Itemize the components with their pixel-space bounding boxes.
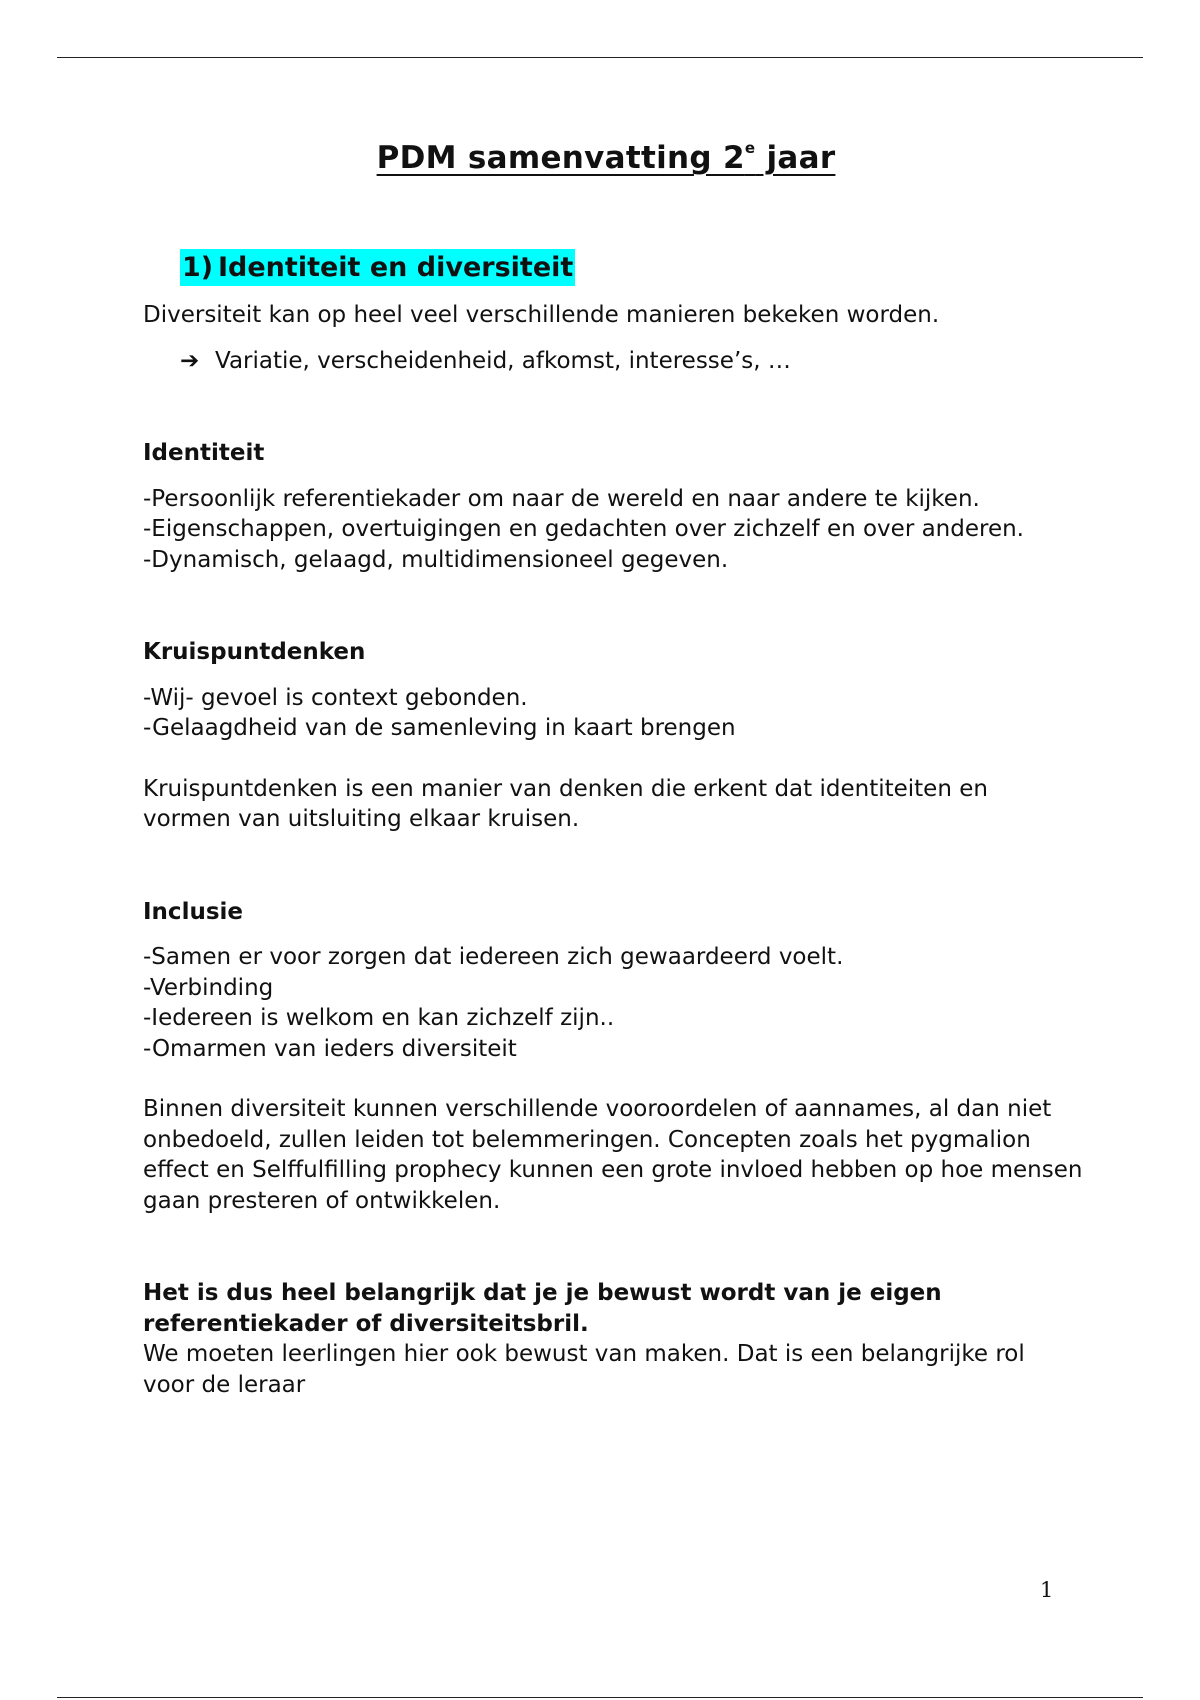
- section-title: Identiteit en diversiteit: [218, 252, 574, 283]
- list-item: -Omarmen van ieders diversiteit: [143, 1035, 517, 1062]
- section-number: 1): [182, 252, 214, 283]
- bullet-item: [143, 346, 1083, 377]
- list-item: -Verbinding: [143, 974, 274, 1001]
- subheading-identiteit: Identiteit: [143, 440, 265, 466]
- document-body: [143, 300, 1083, 1400]
- footer-rule: [57, 1697, 1143, 1698]
- kruispuntdenken-list: [143, 683, 1083, 744]
- inclusie-list: [143, 942, 1083, 1064]
- conclusion-text: We moeten leerlingen hier ook bewust van maken. Dat is een belangrijke rol voor de leraar: [143, 1341, 1025, 1398]
- section-heading-highlight: [180, 249, 575, 286]
- page-title: [0, 140, 1200, 176]
- list-item: -Samen er voor zorgen dat iedereen zich gewaardeerd voelt.: [143, 944, 844, 970]
- list-item: -Iedereen is welkom en kan zichzelf zijn..: [143, 1005, 615, 1031]
- identiteit-list: [143, 484, 1083, 576]
- title-end: jaar: [755, 140, 836, 176]
- list-item: -Dynamisch, gelaagd, multidimensioneel gegeven.: [143, 546, 729, 573]
- arrow-right-icon: ➔: [180, 347, 200, 374]
- list-item: -Persoonlijk referentiekader om naar de wereld en naar andere te kijken.: [143, 485, 980, 512]
- subheading-kruispuntdenken: Kruispuntdenken: [143, 639, 366, 665]
- title-main: PDM samenvatting 2: [376, 140, 745, 176]
- header-rule: [57, 57, 1143, 58]
- bullet-text: Variatie, verscheidenheid, afkomst, interesse’s, …: [215, 347, 791, 374]
- kruispuntdenken-paragraph: Kruispuntdenken is een manier van denken die erkent dat identiteiten en vormen van uitsluiting elkaar kruisen.: [143, 775, 988, 832]
- intro-paragraph: Diversiteit kan op heel veel verschillende manieren bekeken worden.: [143, 302, 940, 328]
- list-item: -Eigenschappen, overtuigingen en gedachten over zichzelf en over anderen.: [143, 516, 1024, 542]
- list-item: -Gelaagdheid van de samenleving in kaart brengen: [143, 715, 736, 741]
- title-superscript: e: [744, 139, 756, 157]
- page-number: 1: [1040, 1578, 1054, 1602]
- conclusion-bold: Het is dus heel belangrijk dat je je bewust wordt van je eigen referentiekader of diversiteitsbril.: [143, 1280, 942, 1337]
- inclusie-paragraph: Binnen diversiteit kunnen verschillende vooroordelen of aannames, al dan niet onbedoeld, zullen leiden tot belemmeringen. Concepten zoals het pygmalion effect en Selffulfilling prophecy kunnen een grote invloed hebben op hoe mensen gaan presteren of ontwikkelen.: [143, 1096, 1083, 1214]
- subheading-inclusie: Inclusie: [143, 898, 243, 925]
- list-item: -Wij- gevoel is context gebonden.: [143, 684, 528, 711]
